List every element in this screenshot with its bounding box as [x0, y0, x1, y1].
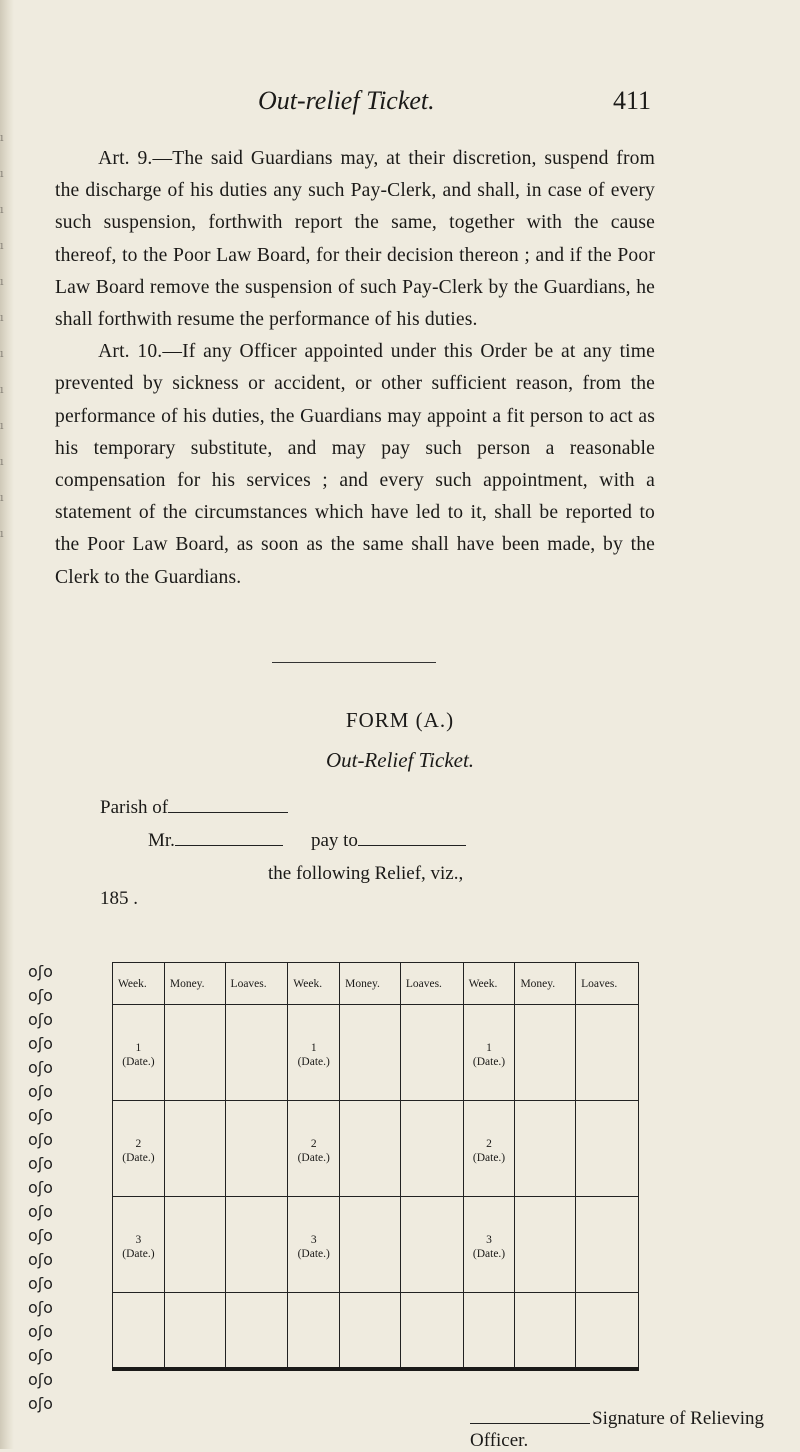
week-cell — [113, 1005, 165, 1101]
parish-blank — [168, 796, 288, 813]
parish-line — [100, 796, 288, 819]
signature-label: Signature of Relieving Officer. — [470, 1408, 765, 1451]
form-subtitle: Out-Relief Ticket. — [325, 748, 475, 772]
payee-line — [148, 829, 466, 852]
week-number: 3 — [135, 1234, 142, 1246]
side-ornament: oʃo — [28, 1082, 53, 1101]
money-cell — [515, 1197, 576, 1293]
signature-line — [470, 1407, 800, 1452]
article-10: Art. 10.—If any Officer appointed under this Order be at any time prevented by sickness or accident, or other sufficient reason, from the performance of his duties, the Guardians may appoint a fit person to act as his temporary substitute, and may pay such person a reasonable compensation for his services ; and every such appointment, with a statement of the circumstances which have led to it, shall be reported to the Poor Law Board, as soon as the same shall have been made, by the Clerk to the Guardians. — [55, 341, 655, 588]
money-cell — [164, 1101, 225, 1197]
date-label: (Date.) — [297, 1152, 330, 1164]
side-ornament: oʃo — [28, 1226, 53, 1245]
week-cell — [463, 1197, 515, 1293]
money-cell — [340, 1101, 401, 1197]
week-cell — [288, 1197, 340, 1293]
side-ornament: oʃo — [28, 1346, 53, 1365]
table-row — [113, 1101, 639, 1197]
empty-cell — [113, 1293, 165, 1370]
running-head — [0, 86, 800, 126]
money-cell — [340, 1005, 401, 1101]
page-number: 411 — [613, 86, 652, 115]
signature-blank — [470, 1407, 590, 1424]
week-cell — [463, 1005, 515, 1101]
empty-cell — [576, 1293, 639, 1370]
empty-cell — [515, 1293, 576, 1370]
header-money: Money. — [340, 963, 401, 1005]
empty-cell — [340, 1293, 401, 1370]
money-cell — [340, 1197, 401, 1293]
week-cell — [288, 1005, 340, 1101]
date-label: (Date.) — [472, 1248, 506, 1260]
side-ornament: oʃo — [28, 1202, 53, 1221]
side-ornament: oʃo — [28, 962, 53, 981]
pay-to-label: pay to — [310, 830, 358, 851]
week-cell — [463, 1101, 515, 1197]
loaves-cell — [576, 1197, 639, 1293]
date-label: (Date.) — [297, 1248, 330, 1260]
side-ornament: oʃo — [28, 1034, 53, 1053]
table-header-row — [113, 963, 639, 1005]
empty-cell — [400, 1293, 463, 1370]
body-text — [55, 143, 655, 594]
pay-to-blank — [358, 829, 466, 846]
side-ornament: oʃo — [28, 1250, 53, 1269]
week-number: 1 — [310, 1042, 317, 1054]
empty-cell — [164, 1293, 225, 1370]
header-money: Money. — [164, 963, 225, 1005]
empty-cell — [288, 1293, 340, 1370]
header-week: Week. — [113, 963, 165, 1005]
header-loaves: Loaves. — [400, 963, 463, 1005]
week-number: 2 — [486, 1138, 492, 1150]
side-ornament: oʃo — [28, 1106, 53, 1125]
side-ornament: oʃo — [28, 986, 53, 1005]
date-label: (Date.) — [472, 1056, 506, 1068]
week-number: 3 — [310, 1234, 317, 1246]
loaves-cell — [225, 1101, 288, 1197]
header-week: Week. — [463, 963, 515, 1005]
side-ornament: oʃo — [28, 1394, 53, 1413]
article-9: Art. 9.—The said Guardians may, at their discretion, suspend from the discharge of his duties any such Pay-Clerk, and shall, in case of every such suspension, forthwith report the same, together with the cause thereof, to the Poor Law Board, for their decision thereon ; and if the Poor Law Board remove the suspension of such Pay-Clerk by the Guardians, he shall forthwith resume the performance of his duties. — [55, 148, 655, 331]
loaves-cell — [400, 1197, 463, 1293]
week-number: 1 — [135, 1042, 142, 1054]
week-number: 1 — [486, 1042, 492, 1054]
loaves-cell — [225, 1197, 288, 1293]
relief-line: the following Relief, viz., — [268, 863, 464, 884]
mr-label: Mr. — [148, 830, 175, 851]
margin-marks: ı ı ı ı ı ı ı ı ı ı ı ı — [0, 131, 4, 540]
table-row — [113, 1293, 639, 1370]
side-ornament: oʃo — [28, 1058, 53, 1077]
week-cell — [113, 1101, 165, 1197]
week-number: 2 — [135, 1138, 142, 1150]
mr-blank — [175, 829, 283, 846]
side-ornament: oʃo — [28, 1322, 53, 1341]
money-cell — [164, 1005, 225, 1101]
table-row — [113, 1197, 639, 1293]
running-title: Out-relief Ticket. — [258, 86, 435, 115]
parish-label: Parish of — [100, 797, 169, 818]
side-ornament: oʃo — [28, 1010, 53, 1029]
side-ornament: oʃo — [28, 1130, 53, 1149]
date-label: (Date.) — [122, 1248, 155, 1260]
loaves-cell — [576, 1101, 639, 1197]
header-loaves: Loaves. — [576, 963, 639, 1005]
side-ornament: oʃo — [28, 1154, 53, 1173]
loaves-cell — [576, 1005, 639, 1101]
date-label: (Date.) — [472, 1152, 506, 1164]
money-cell — [515, 1101, 576, 1197]
empty-cell — [463, 1293, 515, 1370]
side-ornament: oʃo — [28, 1298, 53, 1317]
date-label: (Date.) — [122, 1152, 155, 1164]
header-loaves: Loaves. — [225, 963, 288, 1005]
header-money: Money. — [515, 963, 576, 1005]
loaves-cell — [400, 1005, 463, 1101]
money-cell — [515, 1005, 576, 1101]
date-label: (Date.) — [297, 1056, 330, 1068]
loaves-cell — [400, 1101, 463, 1197]
loaves-cell — [225, 1005, 288, 1101]
form-title: FORM (A.) — [345, 708, 455, 732]
year-label: 185 . — [100, 888, 138, 909]
table-row — [113, 1005, 639, 1101]
header-week: Week. — [288, 963, 340, 1005]
money-cell — [164, 1197, 225, 1293]
date-label: (Date.) — [122, 1056, 155, 1068]
week-cell — [288, 1101, 340, 1197]
side-ornament: oʃo — [28, 1178, 53, 1197]
side-ornament: oʃo — [28, 1274, 53, 1293]
week-cell — [113, 1197, 165, 1293]
side-ornament: oʃo — [28, 1370, 53, 1389]
section-divider — [272, 662, 436, 663]
side-ornament-column — [28, 960, 56, 1416]
week-number: 2 — [310, 1138, 317, 1150]
week-number: 3 — [486, 1234, 492, 1246]
relief-ticket-table — [112, 962, 639, 1371]
empty-cell — [225, 1293, 288, 1370]
